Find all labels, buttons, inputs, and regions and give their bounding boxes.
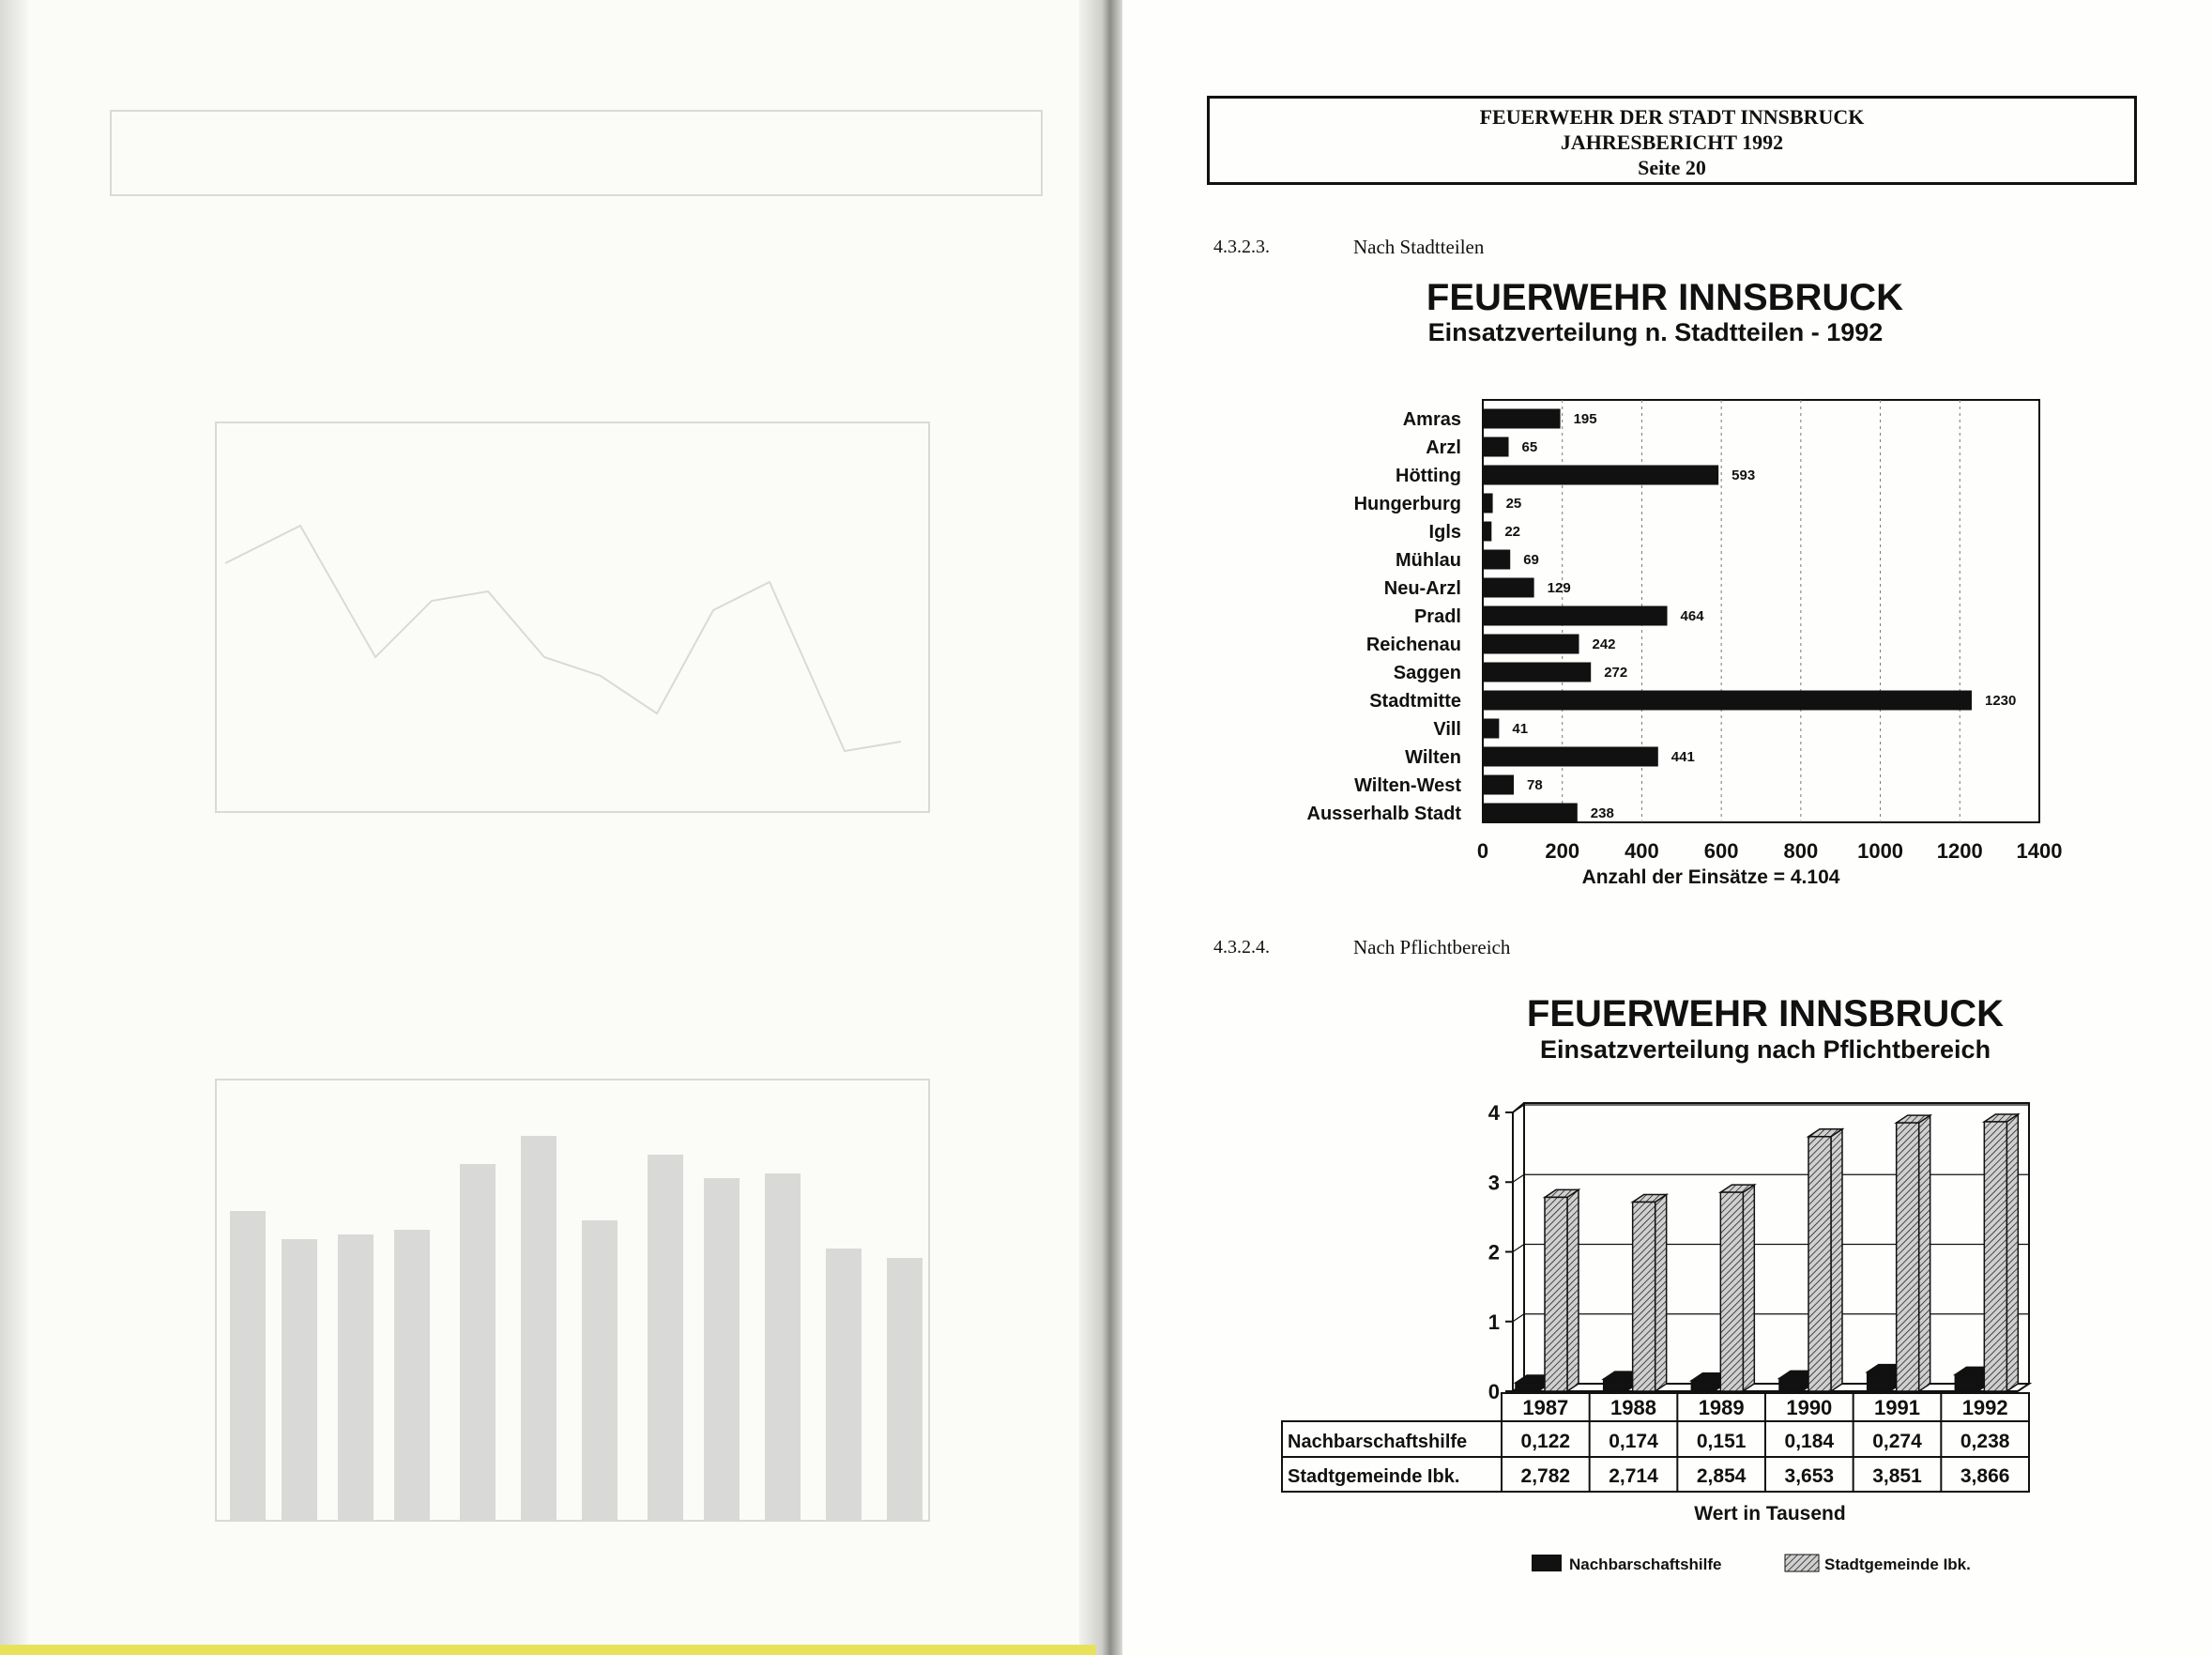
section-number-1: 4.3.2.3. xyxy=(1213,237,1270,257)
chart2-y-tick-label: 1 xyxy=(1487,1310,1500,1334)
chart1-x-axis-label: Anzahl der Einsätze = 4.104 xyxy=(1581,866,1840,888)
chart1-title: FEUERWEHR INNSBRUCK xyxy=(1426,277,1904,318)
chart1-value-label: 65 xyxy=(1521,439,1538,455)
chart1-category-label: Stadtmitte xyxy=(1369,691,1461,712)
chart2-table-value: 0,151 xyxy=(1696,1431,1747,1452)
chart1-value-label: 78 xyxy=(1527,777,1543,793)
chart2-title: FEUERWEHR INNSBRUCK xyxy=(1526,993,2005,1034)
chart1-category-label: Hungerburg xyxy=(1353,494,1461,514)
chart2-y-tick-label: 4 xyxy=(1487,1101,1500,1125)
chart1-category-label: Arzl xyxy=(1426,437,1461,458)
chart1-x-tick-label: 1200 xyxy=(1936,839,1983,863)
chart1-category-label: Mühlau xyxy=(1396,550,1461,571)
chart2-table-value: 0,238 xyxy=(1960,1431,2010,1452)
chart2-table-value: 0,174 xyxy=(1609,1431,1658,1452)
chart1-value-label: 464 xyxy=(1680,608,1704,624)
chart2-table-value: 0,274 xyxy=(1872,1431,1922,1452)
chart2-subtitle: Einsatzverteilung nach Pflichtbereich xyxy=(1539,1035,1991,1064)
chart1-value-label: 22 xyxy=(1504,524,1521,540)
chart1-x-tick-label: 200 xyxy=(1545,839,1580,863)
page-bottom-strip xyxy=(0,1645,1096,1655)
chart2-category-label: 1990 xyxy=(1786,1396,1833,1419)
chart1-x-tick-label: 400 xyxy=(1625,839,1659,863)
chart2-table-value: 3,866 xyxy=(1960,1465,2010,1487)
chart1-value-label: 441 xyxy=(1670,749,1695,765)
section-number-2: 4.3.2.4. xyxy=(1213,937,1270,958)
chart1-category-label: Igls xyxy=(1428,522,1461,543)
chart2-y-tick-label: 3 xyxy=(1487,1171,1500,1195)
chart2-table-value: 0,184 xyxy=(1784,1431,1835,1452)
chart1-subtitle: Einsatzverteilung n. Stadtteilen - 1992 xyxy=(1427,318,1884,346)
chart2-table-value: 0,122 xyxy=(1520,1431,1571,1452)
chart2-table-row-label: Stadtgemeinde Ibk. xyxy=(1288,1466,1460,1487)
chart1-value-label: 25 xyxy=(1505,496,1522,512)
chart1-value-label: 593 xyxy=(1731,467,1756,483)
chart2-table-value: 2,714 xyxy=(1609,1465,1658,1487)
chart1-x-tick-label: 1400 xyxy=(2016,839,2063,863)
chart1-category-label: Saggen xyxy=(1393,663,1461,683)
right-page xyxy=(1122,0,2212,1655)
chart1-value-label: 238 xyxy=(1590,805,1614,821)
chart1-value-label: 41 xyxy=(1512,721,1529,737)
chart1-category-label: Wilten xyxy=(1405,747,1461,768)
chart1-value-label: 272 xyxy=(1604,665,1628,681)
chart1-value-label: 195 xyxy=(1573,411,1597,427)
chart1-category-label: Hötting xyxy=(1396,466,1461,486)
chart1-value-label: 242 xyxy=(1592,636,1616,652)
header-report: JAHRESBERICHT 1992 xyxy=(1560,130,1784,154)
chart1-category-label: Pradl xyxy=(1413,606,1461,627)
chart1-category-label: Wilten-West xyxy=(1354,775,1461,796)
chart1-x-tick-label: 800 xyxy=(1783,839,1819,863)
chart2-table-value: 3,851 xyxy=(1872,1465,1922,1487)
chart2-category-label: 1987 xyxy=(1522,1396,1569,1419)
chart2-x-axis-label: Wert in Tausend xyxy=(1694,1503,1846,1525)
chart1-x-tick-label: 0 xyxy=(1476,839,1489,863)
chart1-category-label: Ausserhalb Stadt xyxy=(1306,804,1461,824)
header-page: Seite 20 xyxy=(1638,156,1706,179)
chart2-category-label: 1991 xyxy=(1874,1396,1920,1419)
chart1-category-label: Vill xyxy=(1433,719,1461,740)
chart1-category-label: Reichenau xyxy=(1365,635,1461,655)
chart2-table-value: 2,854 xyxy=(1696,1465,1747,1487)
chart1-category-label: Neu-Arzl xyxy=(1383,578,1461,599)
chart2-legend-label: Nachbarschaftshilfe xyxy=(1569,1555,1722,1573)
chart2-y-tick-label: 2 xyxy=(1487,1240,1500,1264)
chart1-x-tick-label: 1000 xyxy=(1857,839,1904,863)
chart1-value-label: 1230 xyxy=(1984,693,2017,709)
section-title-1: Nach Stadtteilen xyxy=(1353,236,1485,258)
chart1-value-label: 69 xyxy=(1523,552,1539,568)
chart1-value-label: 129 xyxy=(1547,580,1571,596)
chart2-table-value: 3,653 xyxy=(1784,1465,1835,1487)
page-header-box xyxy=(1207,96,2137,185)
header-org: FEUERWEHR DER STADT INNSBRUCK xyxy=(1479,105,1865,129)
chart2-table-row-label: Nachbarschaftshilfe xyxy=(1288,1432,1468,1452)
chart2-legend-label: Stadtgemeinde Ibk. xyxy=(1824,1555,1971,1573)
chart2-table-value: 2,782 xyxy=(1520,1465,1571,1487)
chart2-category-label: 1989 xyxy=(1698,1396,1745,1419)
chart1-x-tick-label: 600 xyxy=(1703,839,1739,863)
chart2-category-label: 1988 xyxy=(1610,1396,1656,1419)
chart1-category-label: Amras xyxy=(1402,409,1461,430)
section-title-2: Nach Pflichtbereich xyxy=(1353,936,1511,958)
chart2-y-tick-label: 0 xyxy=(1487,1380,1500,1403)
chart2-category-label: 1992 xyxy=(1961,1396,2008,1419)
